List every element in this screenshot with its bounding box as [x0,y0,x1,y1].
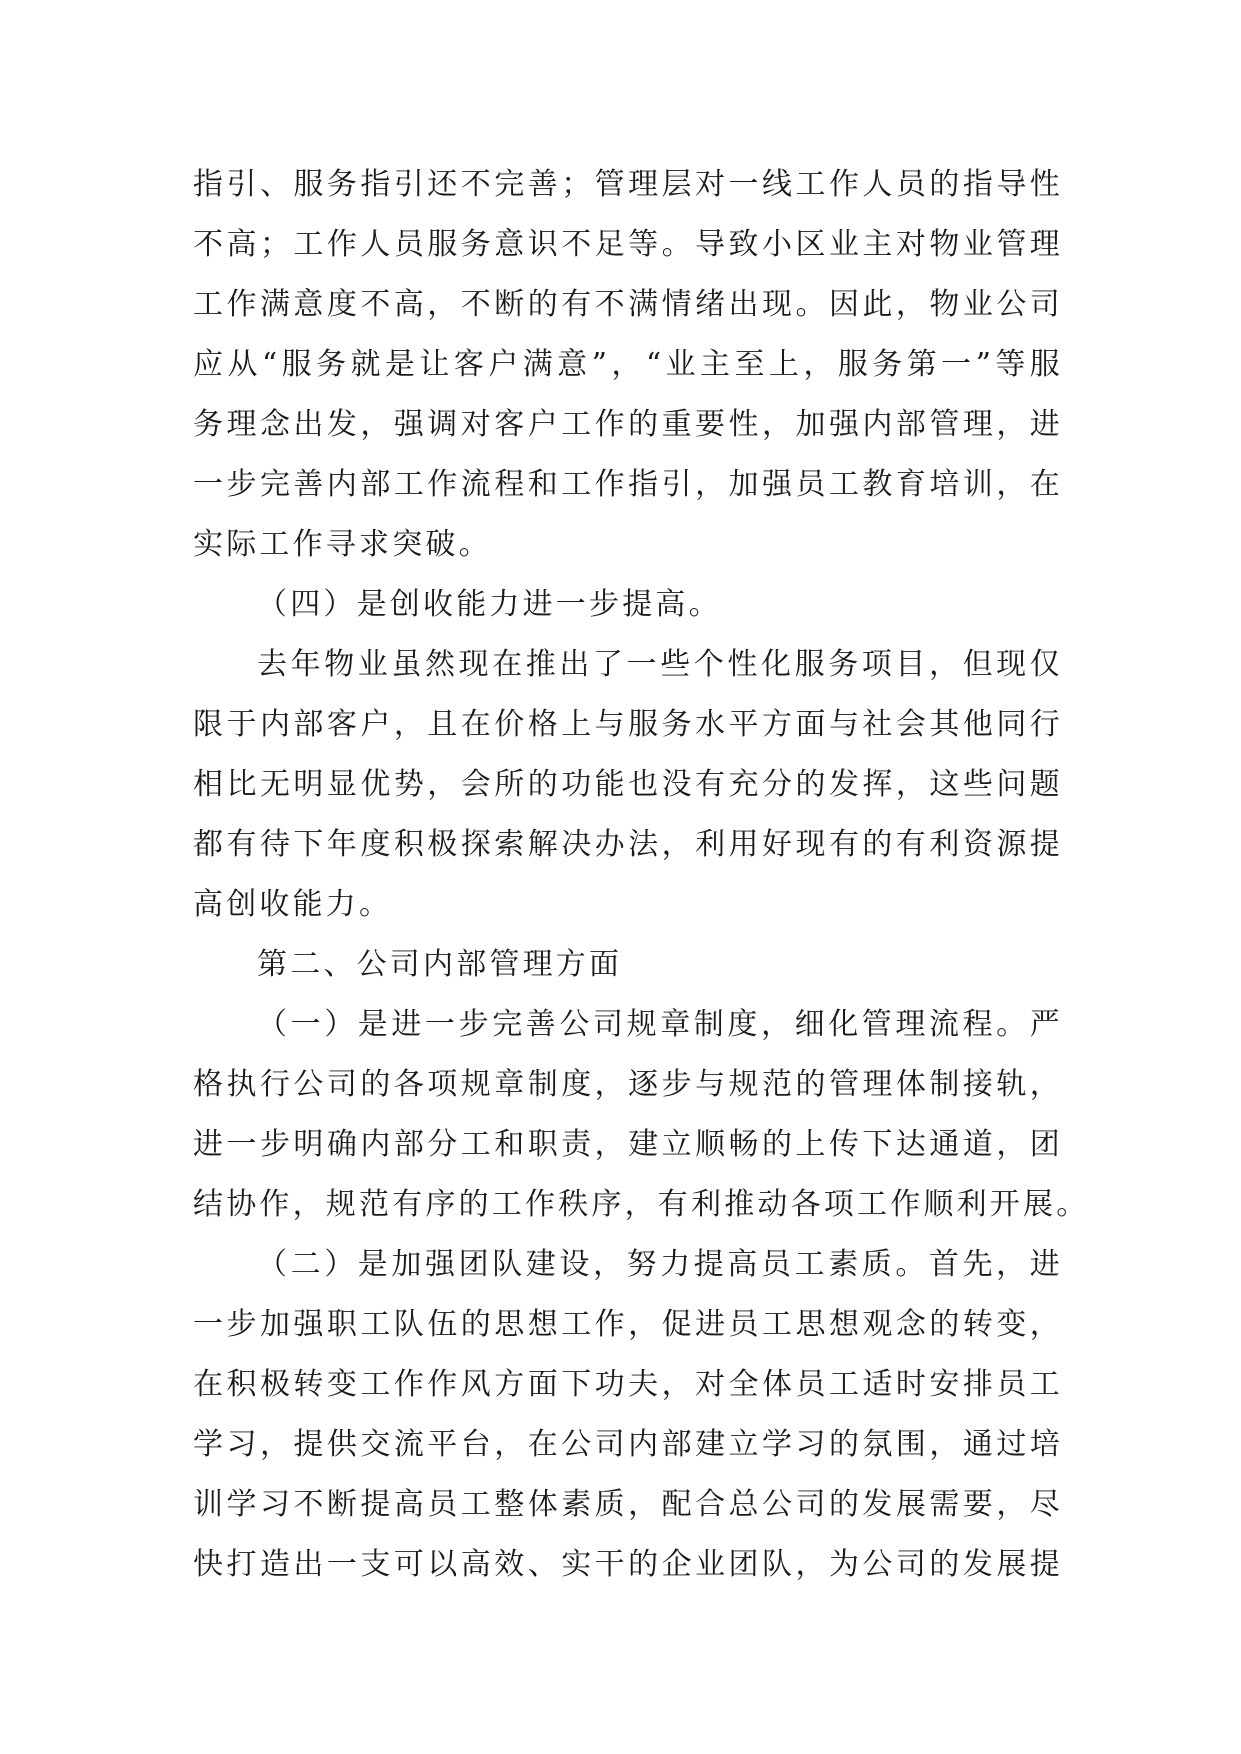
text-line: （四）是创收能力进一步提高。 [257,587,722,622]
text-line: 实际工作寻求突破。 [193,527,492,562]
text-line: （一）是进一步完善公司规章制度，细化管理流程。严 [257,1007,1063,1042]
text-line: 去年物业虽然现在推出了一些个性化服务项目，但现仅 [257,647,1063,682]
text-line: 快打造出一支可以高效、实干的企业团队，为公司的发展提 [193,1547,1063,1582]
text-line: 格执行公司的各项规章制度，逐步与规范的管理体制接轨， [193,1067,1063,1102]
text-line: 工作满意度不高，不断的有不满情绪出现。因此，物业公司 [193,287,1063,322]
text-line: 不高；工作人员服务意识不足等。导致小区业主对物业管理 [193,227,1063,262]
text-line: 相比无明显优势，会所的功能也没有充分的发挥，这些问题 [193,767,1063,802]
text-line: 指引、服务指引还不完善；管理层对一线工作人员的指导性 [193,167,1063,202]
text-line: 第二、公司内部管理方面 [257,947,623,982]
text-line: 限于内部客户，且在价格上与服务水平方面与社会其他同行 [193,707,1063,742]
document-body [193,155,1090,1595]
text-line: 在积极转变工作作风方面下功夫，对全体员工适时安排员工 [193,1367,1063,1402]
text-line: 应从“服务就是让客户满意”，“业主至上，服务第一”等服 [193,347,1063,382]
text-line: 务理念出发，强调对客户工作的重要性，加强内部管理，进 [193,407,1063,442]
text-line: 进一步明确内部分工和职责，建立顺畅的上传下达通道，团 [193,1127,1063,1162]
text-line: （二）是加强团队建设，努力提高员工素质。首先，进 [257,1247,1063,1282]
text-line: 高创收能力。 [193,887,393,922]
text-line: 一步完善内部工作流程和工作指引，加强员工教育培训，在 [193,467,1063,502]
text-line: 一步加强职工队伍的思想工作，促进员工思想观念的转变， [193,1307,1063,1342]
text-line: 训学习不断提高员工整体素质，配合总公司的发展需要，尽 [193,1487,1063,1522]
text-line: 都有待下年度积极探索解决办法，利用好现有的有利资源提 [193,827,1063,862]
text-line: 学习，提供交流平台，在公司内部建立学习的氛围，通过培 [193,1427,1063,1462]
text-line: 结协作，规范有序的工作秩序，有利推动各项工作顺利开展。 [193,1187,1090,1222]
